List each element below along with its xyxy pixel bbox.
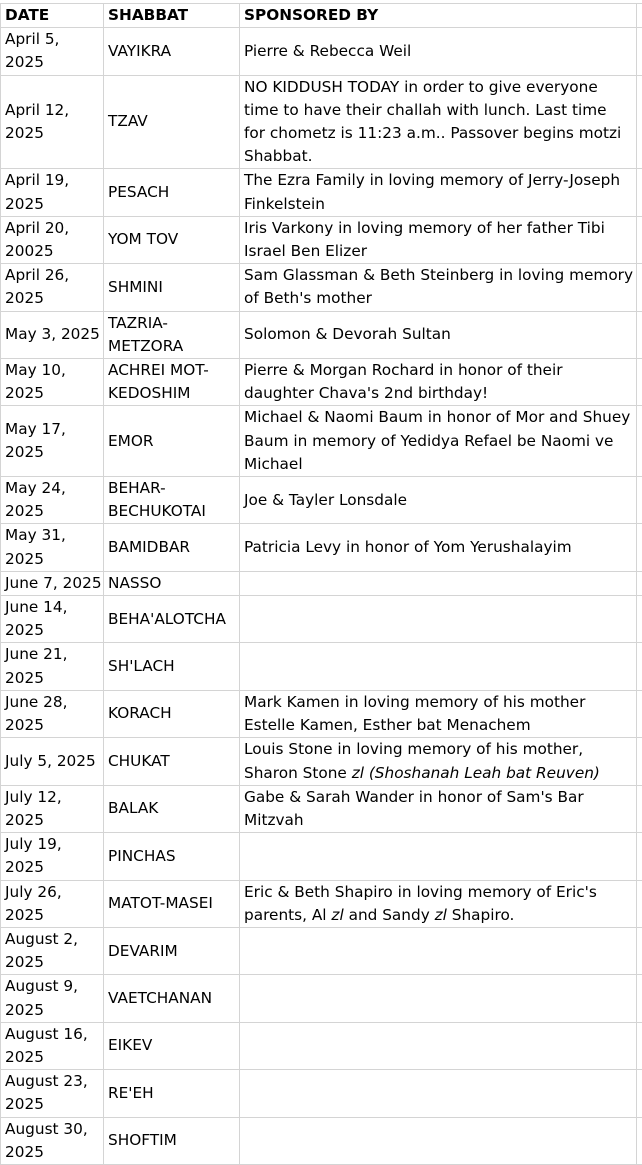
extra-cell[interactable]	[637, 927, 642, 974]
header-extra-cell[interactable]	[637, 4, 642, 28]
table-row	[1, 571, 642, 595]
date-cell[interactable]: August 23, 2025	[1, 1070, 104, 1117]
date-cell[interactable]: April 26, 2025	[1, 264, 104, 311]
extra-cell[interactable]	[637, 477, 642, 524]
sponsor-text: and Sandy	[344, 906, 435, 924]
extra-cell[interactable]	[637, 975, 642, 1022]
date-cell[interactable]: April 19, 2025	[1, 169, 104, 216]
date-cell[interactable]: July 5, 2025	[1, 738, 104, 785]
sponsor-line: for chometz is 11:23 a.m.. Passover begins motzi Shabbat.	[244, 124, 621, 165]
date-cell[interactable]: May 10, 2025	[1, 359, 104, 406]
parsha-cell[interactable]: SH'LACH	[104, 643, 240, 690]
header-sponsor[interactable]: SPONSORED BY	[240, 4, 637, 28]
extra-cell[interactable]	[637, 1117, 642, 1164]
date-cell[interactable]: July 12, 2025	[1, 785, 104, 832]
date-cell[interactable]: April 12, 2025	[1, 75, 104, 169]
extra-cell[interactable]	[637, 1022, 642, 1069]
table-row	[1, 216, 642, 263]
table-row	[1, 1117, 642, 1164]
parsha-cell[interactable]: BALAK	[104, 785, 240, 832]
sponsor-cell[interactable]: Michael & Naomi Baum in honor of Mor and Shuey Baum in memory of Yedidya Refael be Naomi ve Michael	[240, 406, 637, 477]
parsha-cell[interactable]: MATOT-MASEI	[104, 880, 240, 927]
extra-cell[interactable]	[637, 169, 642, 216]
extra-cell[interactable]	[637, 311, 642, 358]
sponsor-cell[interactable]: Sam Glassman & Beth Steinberg in loving memory of Beth's mother	[240, 264, 637, 311]
extra-cell[interactable]	[637, 880, 642, 927]
table-row	[1, 359, 642, 406]
parsha-cell[interactable]: TAZRIA-METZORA	[104, 311, 240, 358]
table-row	[1, 477, 642, 524]
sponsor-cell[interactable]: Gabe & Sarah Wander in honor of Sam's Bar Mitzvah	[240, 785, 637, 832]
sponsor-cell[interactable]	[240, 596, 637, 643]
date-cell[interactable]: May 3, 2025	[1, 311, 104, 358]
table-row	[1, 643, 642, 690]
date-cell[interactable]: June 21, 2025	[1, 643, 104, 690]
extra-cell[interactable]	[637, 28, 642, 75]
parsha-cell[interactable]: YOM TOV	[104, 216, 240, 263]
table-row	[1, 785, 642, 832]
sponsor-cell[interactable]	[240, 1070, 637, 1117]
extra-cell[interactable]	[637, 571, 642, 595]
header-date[interactable]: DATE	[1, 4, 104, 28]
date-cell[interactable]: June 7, 2025	[1, 571, 104, 595]
extra-cell[interactable]	[637, 406, 642, 477]
date-cell[interactable]: May 31, 2025	[1, 524, 104, 571]
parsha-cell[interactable]: EMOR	[104, 406, 240, 477]
table-row	[1, 75, 642, 169]
table-row	[1, 28, 642, 75]
sponsor-cell[interactable]	[240, 833, 637, 880]
table-row	[1, 833, 642, 880]
sponsor-cell[interactable]: Pierre & Morgan Rochard in honor of their daughter Chava's 2nd birthday!	[240, 359, 637, 406]
extra-cell[interactable]	[637, 690, 642, 737]
sponsor-cell[interactable]	[240, 975, 637, 1022]
sponsor-italic-text: zl	[331, 906, 343, 924]
table-row	[1, 738, 642, 785]
header-row	[1, 4, 642, 28]
sponsor-cell[interactable]: Joe & Tayler Lonsdale	[240, 477, 637, 524]
date-cell[interactable]: May 17, 2025	[1, 406, 104, 477]
table-row	[1, 1070, 642, 1117]
sponsor-italic-text: zl (Shoshanah Leah bat Reuven)	[352, 764, 600, 782]
parsha-cell[interactable]: CHUKAT	[104, 738, 240, 785]
sponsor-cell[interactable]	[240, 927, 637, 974]
sponsor-text: Louis Stone in loving memory of his mother, Sharon Stone	[244, 740, 583, 781]
parsha-cell[interactable]: PINCHAS	[104, 833, 240, 880]
table-row	[1, 406, 642, 477]
parsha-cell[interactable]: TZAV	[104, 75, 240, 169]
table-row	[1, 927, 642, 974]
parsha-cell[interactable]: KORACH	[104, 690, 240, 737]
extra-cell[interactable]	[637, 359, 642, 406]
table-row	[1, 880, 642, 927]
sponsor-cell[interactable]: Solomon & Devorah Sultan	[240, 311, 637, 358]
parsha-cell[interactable]: DEVARIM	[104, 927, 240, 974]
table-row	[1, 596, 642, 643]
date-cell[interactable]: June 28, 2025	[1, 690, 104, 737]
sponsor-cell[interactable]: Pierre & Rebecca Weil	[240, 28, 637, 75]
parsha-cell[interactable]: SHMINI	[104, 264, 240, 311]
extra-cell[interactable]	[637, 1070, 642, 1117]
extra-cell[interactable]	[637, 785, 642, 832]
table-row	[1, 524, 642, 571]
table-row	[1, 169, 642, 216]
table-row	[1, 975, 642, 1022]
date-cell[interactable]: July 19, 2025	[1, 833, 104, 880]
extra-cell[interactable]	[637, 216, 642, 263]
date-cell[interactable]: August 2, 2025	[1, 927, 104, 974]
extra-cell[interactable]	[637, 75, 642, 169]
parsha-cell[interactable]: BEHAR-BECHUKOTAI	[104, 477, 240, 524]
sponsorship-table	[0, 3, 642, 1165]
parsha-cell[interactable]: RE'EH	[104, 1070, 240, 1117]
date-cell[interactable]: April 5, 2025	[1, 28, 104, 75]
date-cell[interactable]: May 24, 2025	[1, 477, 104, 524]
sponsor-text: Shapiro.	[447, 906, 515, 924]
parsha-cell[interactable]: NASSO	[104, 571, 240, 595]
sponsor-cell[interactable]: Mark Kamen in loving memory of his mother Estelle Kamen, Esther bat Menachem	[240, 690, 637, 737]
sponsor-cell[interactable]	[240, 738, 637, 785]
date-cell[interactable]: August 9, 2025	[1, 975, 104, 1022]
date-cell[interactable]: April 20, 20025	[1, 216, 104, 263]
extra-cell[interactable]	[637, 833, 642, 880]
sponsor-italic-text: zl	[435, 906, 447, 924]
parsha-cell[interactable]: VAETCHANAN	[104, 975, 240, 1022]
sponsor-cell[interactable]	[240, 1022, 637, 1069]
sponsor-cell[interactable]: The Ezra Family in loving memory of Jerry-Joseph Finkelstein	[240, 169, 637, 216]
extra-cell[interactable]	[637, 738, 642, 785]
sponsor-cell[interactable]	[240, 75, 637, 169]
date-cell[interactable]: July 26, 2025	[1, 880, 104, 927]
sponsor-cell[interactable]	[240, 1117, 637, 1164]
sponsor-cell[interactable]	[240, 880, 637, 927]
parsha-cell[interactable]: BAMIDBAR	[104, 524, 240, 571]
table-row	[1, 1022, 642, 1069]
date-cell[interactable]: June 14, 2025	[1, 596, 104, 643]
sponsor-cell[interactable]: Patricia Levy in honor of Yom Yerushalayim	[240, 524, 637, 571]
table-row	[1, 311, 642, 358]
parsha-cell[interactable]: VAYIKRA	[104, 28, 240, 75]
sponsor-text: Eric & Beth Shapiro in loving memory of Eric's parents, Al	[244, 883, 597, 924]
table-row	[1, 264, 642, 311]
parsha-cell[interactable]: ACHREI MOT-KEDOSHIM	[104, 359, 240, 406]
sponsor-line: NO KIDDUSH TODAY in order to give everyone time to have their challah with lunch. Last time	[244, 78, 607, 119]
date-cell[interactable]: August 16, 2025	[1, 1022, 104, 1069]
extra-cell[interactable]	[637, 643, 642, 690]
parsha-cell[interactable]: BEHA'ALOTCHA	[104, 596, 240, 643]
sponsor-cell[interactable]	[240, 571, 637, 595]
sponsor-cell[interactable]: Iris Varkony in loving memory of her father Tibi Israel Ben Elizer	[240, 216, 637, 263]
parsha-cell[interactable]: SHOFTIM	[104, 1117, 240, 1164]
table-row	[1, 690, 642, 737]
parsha-cell[interactable]: EIKEV	[104, 1022, 240, 1069]
extra-cell[interactable]	[637, 596, 642, 643]
header-shabbat[interactable]: SHABBAT	[104, 4, 240, 28]
extra-cell[interactable]	[637, 524, 642, 571]
sponsor-cell[interactable]	[240, 643, 637, 690]
parsha-cell[interactable]: PESACH	[104, 169, 240, 216]
date-cell[interactable]: August 30, 2025	[1, 1117, 104, 1164]
extra-cell[interactable]	[637, 264, 642, 311]
